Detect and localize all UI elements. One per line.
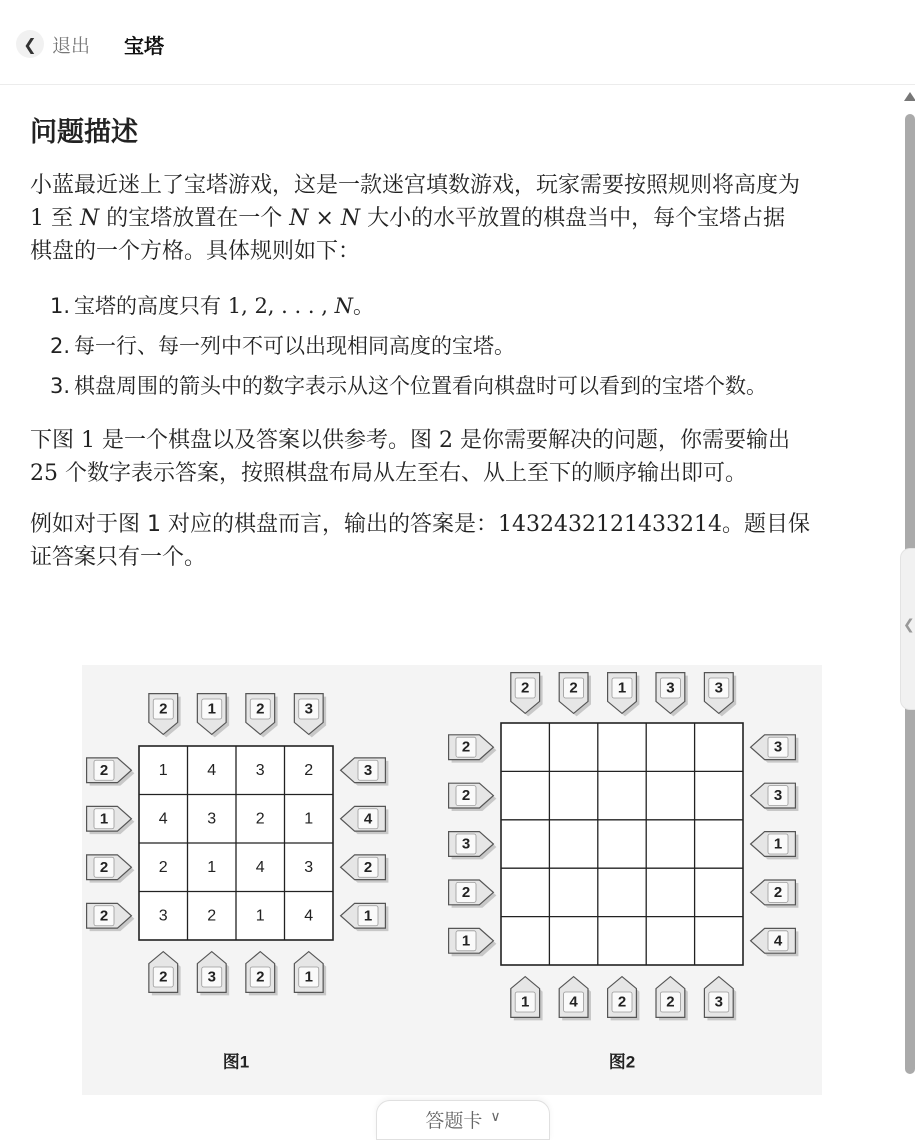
clue-number: 3: [773, 738, 783, 756]
clue-number: 1: [363, 907, 373, 925]
clue-number: 3: [304, 700, 313, 718]
puzzle-diagram: [82, 665, 822, 1095]
problem-content: [30, 110, 870, 592]
exit-link[interactable]: 退出: [52, 35, 91, 57]
board-cell-value: 3: [207, 810, 217, 828]
puzzle-figure: [82, 665, 822, 1095]
board-cell-value: 3: [255, 761, 265, 779]
clue-number: 1: [304, 968, 313, 986]
clue-number: 2: [256, 968, 265, 986]
page-title: 宝塔: [124, 34, 164, 58]
board-cell-value: 1: [255, 907, 265, 925]
board-cell-value: 4: [207, 761, 217, 779]
board-cell-value: 4: [255, 858, 265, 876]
board-cell-value: 1: [158, 761, 168, 779]
clue-number: 2: [159, 700, 168, 718]
clue-number: 4: [569, 993, 578, 1011]
clue-number: 2: [461, 883, 471, 901]
clue-number: 3: [666, 679, 675, 697]
answer-card-tab[interactable]: [376, 1100, 550, 1140]
board-cell-value: 4: [158, 810, 168, 828]
figure-reference-paragraph: 下图 1 是一个棋盘以及答案以供参考。图 2 是你需要解决的问题，你需要输出 25 个数字表示答案，按照棋盘布局从左至右、从上至下的顺序输出即可。: [30, 428, 790, 486]
example-paragraph: 例如对于图 1 对应的棋盘而言，输出的答案是：1432432121433214。题目保 证答案只有一个。: [30, 512, 810, 570]
board-cell-value: 4: [304, 907, 314, 925]
math-text: 1, 2, . . . , N: [227, 294, 353, 318]
list-item: 2. 每一行、每一列中不可以出现相同高度的宝塔。: [50, 334, 516, 358]
answer-card-label: 答题卡: [425, 1110, 483, 1132]
clue-number: 2: [521, 679, 530, 697]
board-cell-value: 1: [304, 810, 314, 828]
board-cell-value: 3: [158, 907, 168, 925]
clue-number: 3: [461, 835, 471, 853]
clue-number: 3: [207, 968, 216, 986]
clue-number: 2: [666, 993, 675, 1011]
clue-number: 1: [461, 932, 471, 950]
clue-number: 2: [461, 738, 471, 756]
clue-number: 2: [461, 787, 471, 805]
math-text: N × N: [289, 206, 361, 231]
top-bar: [0, 0, 915, 85]
clue-number: 2: [363, 858, 373, 876]
board-cell-value: 2: [255, 810, 265, 828]
clue-number: 2: [256, 700, 265, 718]
board-cell-value: 2: [207, 907, 217, 925]
text: 至: [44, 206, 80, 231]
chevron-down-icon: ∨: [490, 1109, 501, 1125]
math-text: N: [80, 206, 100, 231]
clue-number: 1: [617, 679, 627, 697]
clue-number: 2: [569, 679, 578, 697]
chevron-left-icon: ❮: [903, 617, 915, 633]
chevron-left-icon[interactable]: ❮: [16, 30, 44, 58]
clue-number: 2: [99, 907, 109, 925]
text: 大小的水平放置的棋盘当中，每个宝塔占据: [360, 206, 786, 231]
section-heading: 问题描述: [30, 117, 138, 148]
list-item: 3. 棋盘周围的箭头中的数字表示从这个位置看向棋盘时可以看到的宝塔个数。: [50, 374, 768, 398]
clue-number: 2: [99, 858, 109, 876]
clue-number: 3: [363, 761, 373, 779]
clue-number: 4: [773, 932, 783, 950]
text: 的宝塔放置在一个: [99, 206, 290, 231]
list-item: 1. 宝塔的高度只有 1, 2, . . . , N。: [50, 294, 374, 318]
clue-number: 3: [714, 679, 723, 697]
clue-number: 1: [207, 700, 216, 718]
clue-number: 4: [363, 810, 373, 828]
clue-number: 1: [521, 993, 530, 1011]
clue-number: 1: [99, 810, 109, 828]
description-paragraph: [30, 169, 870, 268]
board-cell-value: 2: [158, 858, 168, 876]
text: 小蓝最近迷上了宝塔游戏，这是一款迷宫填数游戏，玩家需要按照规则将高度为: [30, 173, 801, 198]
board-cell-value: 2: [304, 761, 314, 779]
text: 棋盘的一个方格。具体规则如下：: [30, 239, 361, 264]
clue-number: 1: [773, 835, 783, 853]
clue-number: 2: [617, 993, 627, 1011]
clue-number: 2: [99, 761, 109, 779]
clue-number: 2: [773, 883, 783, 901]
board-cell-value: 3: [304, 858, 314, 876]
figure-caption: 图1: [222, 1052, 250, 1072]
board-2: [501, 723, 743, 965]
clue-number: 3: [773, 787, 783, 805]
board-cell-value: 1: [207, 858, 217, 876]
figure-caption: 图2: [608, 1052, 636, 1072]
side-panel-handle[interactable]: [900, 548, 915, 710]
math-text: 1: [30, 206, 44, 231]
rules-list: [30, 286, 870, 406]
clue-number: 3: [714, 993, 723, 1011]
clue-number: 2: [159, 968, 168, 986]
scroll-up-icon[interactable]: [904, 92, 915, 101]
